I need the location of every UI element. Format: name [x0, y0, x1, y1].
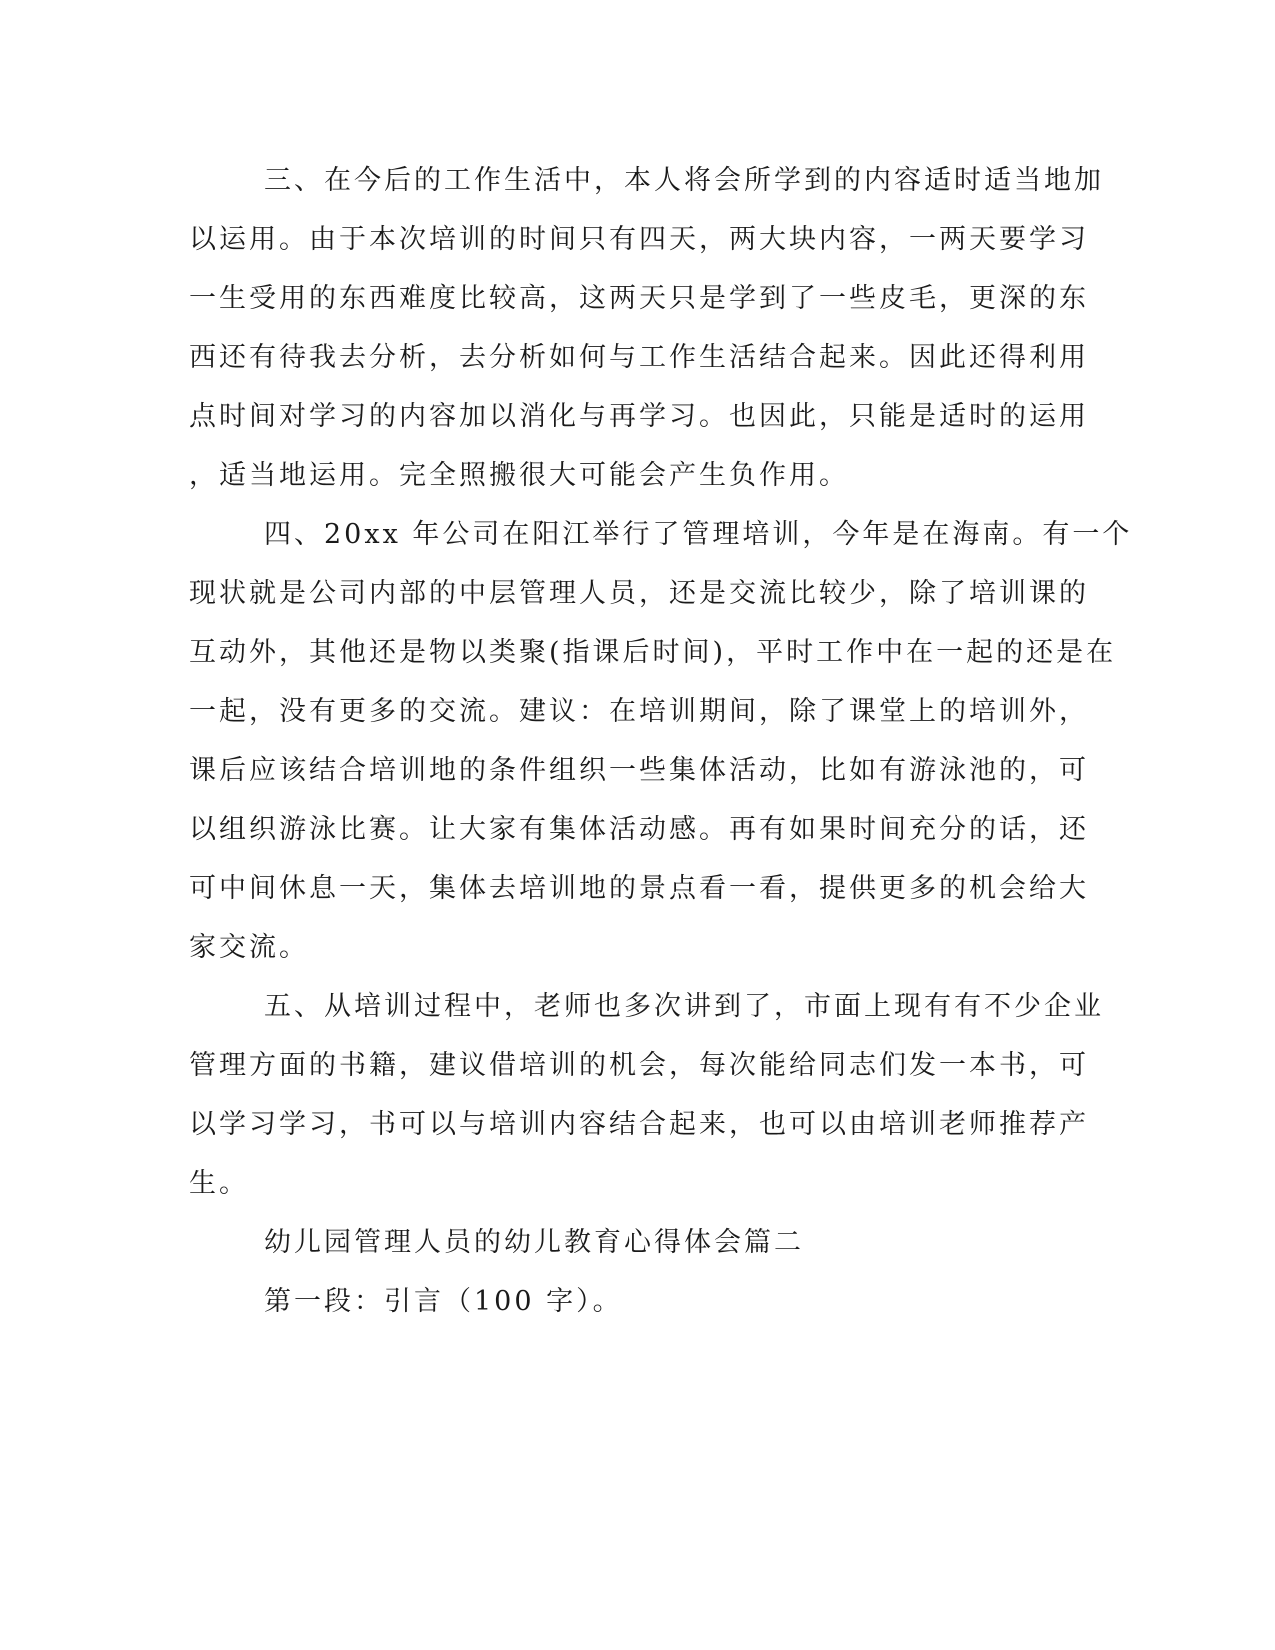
paragraph-4-line-2: 现状就是公司内部的中层管理人员，还是交流比较少，除了培训课的	[189, 578, 1089, 609]
paragraph-4-line-6: 以组织游泳比赛。让大家有集体活动感。再有如果时间充分的话，还	[189, 814, 1089, 845]
section-subtitle: 第一段：引言（100 字）。	[264, 1286, 623, 1317]
paragraph-3-line-2: 以运用。由于本次培训的时间只有四天，两大块内容，一两天要学习	[189, 224, 1089, 255]
paragraph-4-line-7: 可中间休息一天，集体去培训地的景点看一看，提供更多的机会给大	[189, 873, 1089, 904]
paragraph-3-line-1: 三、在今后的工作生活中，本人将会所学到的内容适时适当地加	[264, 165, 1104, 196]
paragraph-3-line-5: 点时间对学习的内容加以消化与再学习。也因此，只能是适时的运用	[189, 401, 1089, 432]
paragraph-5-line-4: 生。	[189, 1168, 249, 1199]
paragraph-5-line-1: 五、从培训过程中，老师也多次讲到了，市面上现有有不少企业	[264, 991, 1104, 1022]
paragraph-3-line-6: ，适当地运用。完全照搬很大可能会产生负作用。	[189, 460, 849, 491]
paragraph-4-line-5: 课后应该结合培训地的条件组织一些集体活动，比如有游泳池的，可	[189, 755, 1089, 786]
paragraph-4-line-8: 家交流。	[189, 932, 309, 963]
paragraph-3-line-3: 一生受用的东西难度比较高，这两天只是学到了一些皮毛，更深的东	[189, 283, 1089, 314]
section-title: 幼儿园管理人员的幼儿教育心得体会篇二	[264, 1227, 804, 1258]
paragraph-4-line-4: 一起，没有更多的交流。建议：在培训期间，除了课堂上的培训外，	[189, 696, 1089, 727]
paragraph-5-line-3: 以学习学习，书可以与培训内容结合起来，也可以由培训老师推荐产	[189, 1109, 1089, 1140]
paragraph-4-line-3: 互动外，其他还是物以类聚(指课后时间)，平时工作中在一起的还是在	[189, 637, 1117, 668]
paragraph-4-line-1: 四、20xx 年公司在阳江举行了管理培训，今年是在海南。有一个	[264, 519, 1133, 550]
paragraph-3-line-4: 西还有待我去分析，去分析如何与工作生活结合起来。因此还得利用	[189, 342, 1089, 373]
paragraph-5-line-2: 管理方面的书籍，建议借培训的机会，每次能给同志们发一本书，可	[189, 1050, 1089, 1081]
